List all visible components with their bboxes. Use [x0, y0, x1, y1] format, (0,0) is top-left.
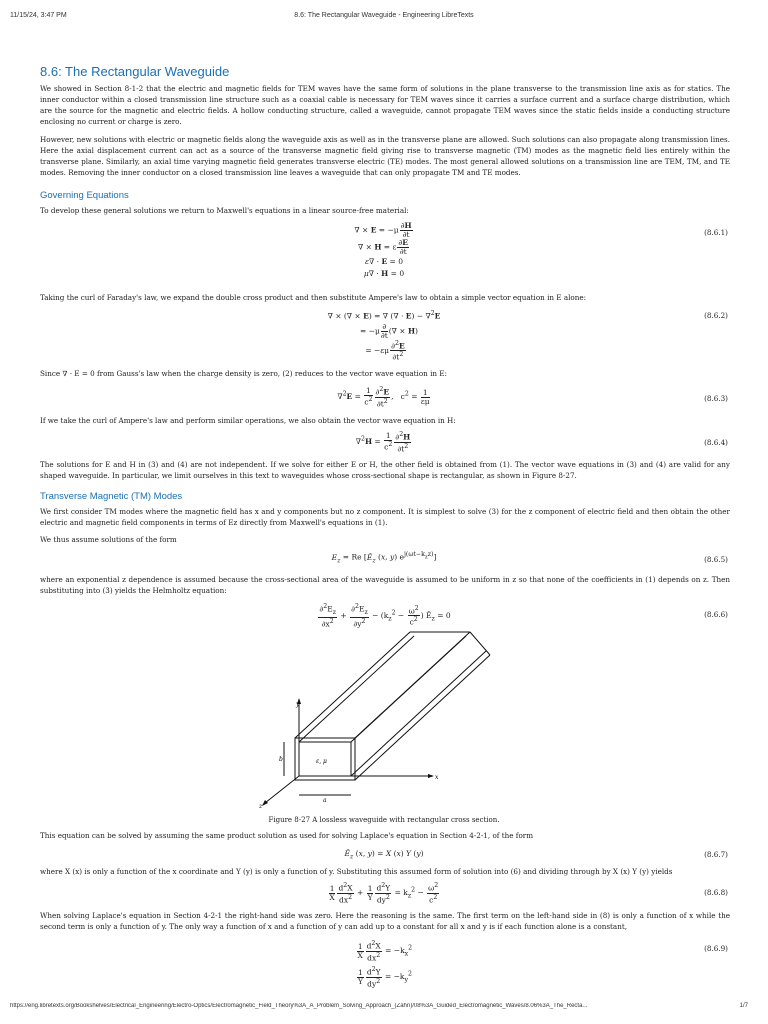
browser-footer: [0, 1003, 768, 1015]
equation-8-6-9: $\frac{1}{X}$ $\frac{d^2X}{dx^2}$ = $-k_x^2$ $\frac{1}{Y}$ $\frac{d^2Y}{dy^2}$ = $-k_y^2$: [357, 940, 413, 988]
paragraph-maxwell: To develop these general solutions we return to Maxwell's equations in a linear source-free material:: [40, 206, 409, 215]
section-heading-tm: Transverse Magnetic (TM) Modes: [40, 491, 183, 502]
x-axis-label: x: [435, 774, 439, 781]
equation-number: (8.6.2): [704, 311, 728, 320]
paragraph-modes: However, new solutions with electric or magnetic fields along the waveguide axis as well as in the transverse plane are allowed. Such solutions can also propagate along transmission lines. Here the axial displacement current can act as a source of the transverse magnetic field giving rise to transverse magnetic (TM) modes as the magnetic field lies entirely within the transverse plane. Similarly, an axial time varying magnetic field generates transverse electric (TE) modes. The most general allowed solutions on a transmission line are TEM, TM, and TE modes. Removing the inner conductor on a closed transmission line leaves a waveguide that can only propagate TM and TE modes.: [40, 135, 730, 177]
equation-8-6-8: $\frac{1}{X}$ $\frac{d^2X}{dx^2}$ + $\frac{1}{Y}$ $\frac{d^2Y}{dy^2}$ = $k_z^2$ − $\frac{\omega^2}{c^2}$: [329, 882, 439, 904]
print-page-title: 8.6: The Rectangular Waveguide - Engineering LibreTexts: [294, 12, 474, 19]
equation-number: (8.6.8): [704, 888, 728, 897]
section-heading-governing: Governing Equations: [40, 190, 129, 201]
print-timestamp: 11/15/24, 3:47 PM: [10, 12, 67, 19]
figure-caption: Figure 8-27 A lossless waveguide with rectangular cross section.: [268, 816, 500, 824]
y-axis-label: y: [296, 701, 300, 708]
z-axis-label: z: [259, 803, 263, 810]
paragraph-tm: We first consider TM modes where the magnetic field has x and y components but no z component. It is simplest to solve (3) for the z component of electric field and then obtain the other electric and magnetic field components in terms of Ez directly from Maxwell's equations in (1).: [40, 507, 730, 527]
paragraph-ampere: If we take the curl of Ampere's law and perform similar operations, we also obtain the vector wave equation in H:: [40, 416, 456, 425]
paragraph-laplace: When solving Laplace's equation in Section 4-2-1 the right-hand side was zero. Here the reasoning is the same. The first term on the left-hand side in (8) is only a function of x while the second term is only a function of y. The only way a function of x and a function of y can add up to a constant for all x and y is if each function alone is a constant,: [40, 911, 730, 931]
paragraph-exponential: where an exponential z dependence is assumed because the cross-sectional area of the waveguide is assumed to be uniform in z so that none of the coefficients in (1) depends on z. Then substituting into (3) yields the Helmholtz equation:: [40, 575, 730, 595]
equation-number: (8.6.4): [704, 438, 728, 447]
height-label: b: [279, 756, 283, 763]
paragraph-curl: Taking the curl of Faraday's law, we expand the double cross product and then substitute Ampere's law to obtain a simple vector equation in E alone:: [40, 293, 587, 302]
equation-8-6-3: ∇$^2$E = $\frac{1}{c^2}$ $\frac{\partial^2E}{\partial t^2}$ , $c^2$ = $\frac{1}{\varepsilon\mu}$: [337, 386, 430, 408]
intro-paragraph: We showed in Section 8-1-2 that the electric and magnetic fields for TEM waves have the same form of solutions in the plane transverse to the transmission line axis as for statics. The inner conductor within a closed transmission line structure such as a coaxial cable is necessary for TEM waves since it carries a surface current and a surface charge distribution, which are the source for the magnetic and electric fields. A hollow conducting structure, called a waveguide, cannot propagate TEM waves since the static fields inside a conducting structure enclosing no current or charge is zero.: [40, 84, 730, 126]
equation-8-6-1: ∇ × E = −μ $\frac{\partial H}{\partial t}$ ∇ × H = ε $\frac{\partial E}{\partial t}$ ε∇ · E = 0 μ∇ · H = 0: [354, 221, 412, 278]
equation-number: (8.6.3): [704, 394, 728, 403]
material-label: ε, μ: [316, 758, 327, 765]
page-url[interactable]: https://eng.libretexts.org/Bookshelves/Electrical_Engineering/Electro-Optics/Electromagnetic_Field_Theory%3A_A_Problem_Solving_Approach_(Zahn)/08%3A_Guided_Electromagnetic_Waves/8.06%3A_The_Recta...: [10, 1003, 588, 1009]
waveguide-figure: [250, 630, 520, 810]
page-number: 1/7: [739, 1003, 748, 1009]
paragraph-assume: We thus assume solutions of the form: [40, 535, 177, 544]
paragraph-separation: where X (x) is only a function of the x coordinate and Y (y) is only a function of y. Substituting this assumed form of solution into (6) and dividing through by X (x) Y (y) yields: [40, 867, 673, 876]
paragraph-product: This equation can be solved by assuming the same product solution as used for solving Laplace's equation in Section 4-2-1, of the form: [40, 831, 534, 840]
browser-header: [0, 12, 768, 24]
equation-number: (8.6.6): [704, 610, 728, 619]
paragraph-independence: The solutions for E and H in (3) and (4) are not independent. If we solve for either E or H, the other field is obtained from (1). The vector wave equations in (3) and (4) are valid for any shaped waveguide. In particular, we limit ourselves in this text to waveguides whose cross-sectional shape is rectangular, as shown in Figure 8-27.: [40, 460, 730, 480]
page-title: 8.6: The Rectangular Waveguide: [40, 64, 230, 79]
equation-number: (8.6.1): [704, 228, 728, 237]
equation-8-6-7: $Ê_z$ (x, y) = X (x) Y (y): [344, 849, 424, 861]
equation-number: (8.6.7): [704, 850, 728, 859]
equation-8-6-2: ∇ × (∇ × E) = ∇ (∇ · E) − ∇$^2$E = −μ $\frac{\partial}{\partial t}$ (∇ × H) = −εμ $\frac{\partial^2E}{\partial t^2}$: [327, 310, 441, 362]
equation-8-6-4: ∇$^2$H = $\frac{1}{c^2}$ $\frac{\partial^2H}{\partial t^2}$: [355, 431, 411, 453]
equation-number: (8.6.9): [704, 944, 728, 953]
equation-number: (8.6.5): [704, 555, 728, 564]
equation-8-6-6: $\frac{\partial^2E_z}{\partial x^2}$ + $\frac{\partial^2E_z}{\partial y^2}$ − ($k_z^2$ − $\frac{\omega^2}{c^2}$ ) $Ê_z = 0$: [319, 603, 451, 629]
width-label: a: [323, 797, 327, 804]
equation-8-6-5: $E_z = Re$ [$Ê_z$ (x, y) $e^{j(\omega t-k_zz)}$]: [331, 551, 437, 564]
paragraph-gauss: Since ∇ · E = 0 from Gauss's law when the charge density is zero, (2) reduces to the vector wave equation in E:: [40, 369, 447, 378]
